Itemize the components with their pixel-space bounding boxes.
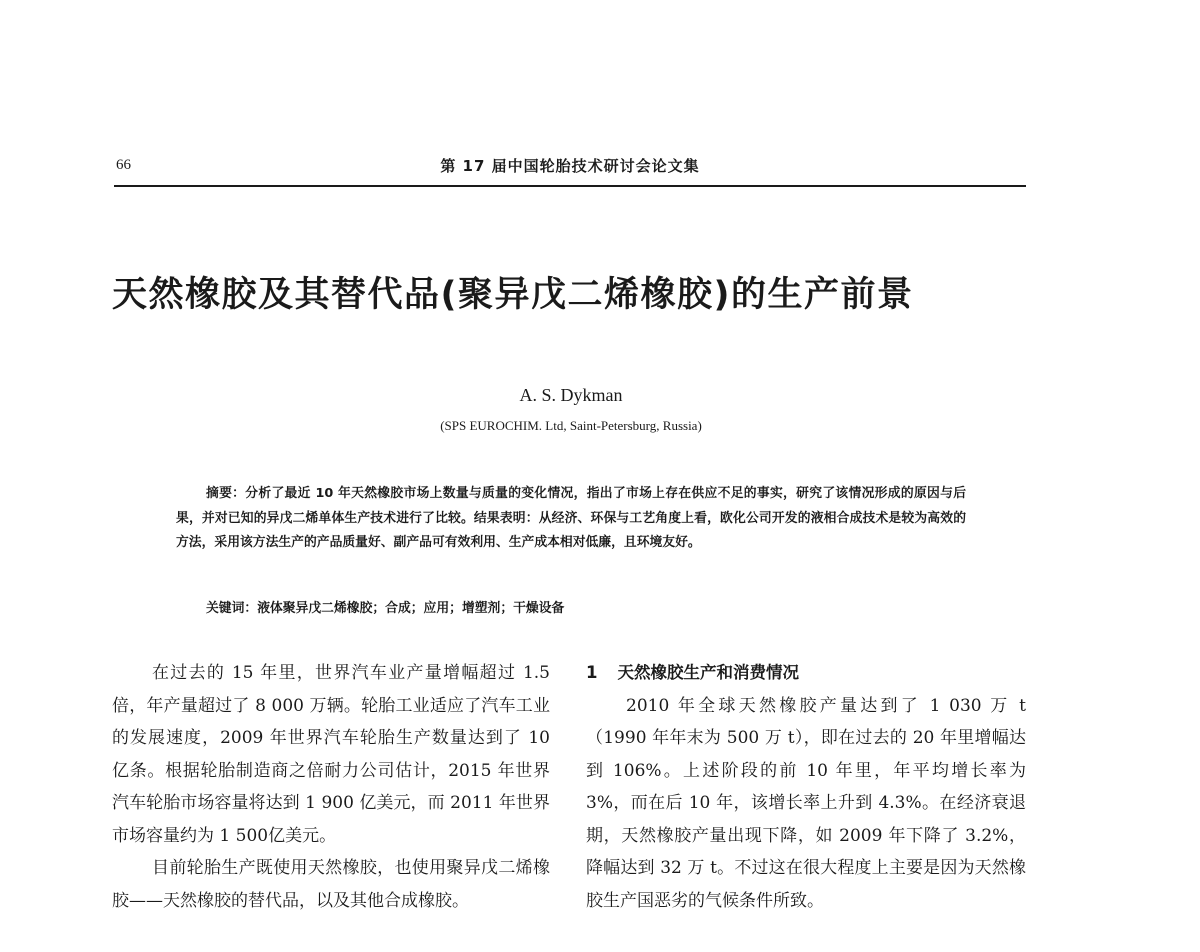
article-title: 天然橡胶及其替代品(聚异戊二烯橡胶)的生产前景 xyxy=(112,275,914,315)
page-number: 66 xyxy=(116,157,131,173)
keywords-label: 关键词： xyxy=(206,601,258,616)
affiliation: (SPS EUROCHIM. Ltd, Saint-Petersburg, Russia) xyxy=(440,418,702,433)
author: A. S. Dykman xyxy=(519,385,623,405)
abstract-label: 摘要： xyxy=(206,486,246,501)
keywords xyxy=(206,597,564,616)
body-paragraph: 目前轮胎生产既使用天然橡胶，也使用聚异戊二烯橡胶——天然橡胶的替代品，以及其他合成橡胶。 xyxy=(112,858,550,911)
section-heading xyxy=(586,657,1026,690)
keywords-text: 液体聚异戊二烯橡胶；合成；应用；增塑剂；干燥设备 xyxy=(257,601,565,616)
section-title: 天然橡胶生产和消费情况 xyxy=(617,663,799,682)
header-rule xyxy=(114,185,1026,187)
body-paragraph: 2010 年全球天然橡胶产量达到了 1 030 万 t（1990 年年末为 500 万 t），即在过去的 20 年里增幅达到 106%。上述阶段的前 10 年里，年平均增长率为 3%，而在后 10 年，该增长率上升到 4.3%。在经济衰退期，天然橡胶产量出现下降，如 2009 年下降了 3.2%，降幅达到 32 万 t。不过这在很大程度上主要是因为天然橡胶生产国恶劣的气候条件所致。 xyxy=(586,695,1026,911)
section-number: 1 xyxy=(586,663,598,682)
body-right-column xyxy=(586,657,1026,917)
abstract-text: 分析了最近 10 年天然橡胶市场上数量与质量的变化情况，指出了市场上存在供应不足的事实，研究了该情况形成的原因与后果，并对已知的异戊二烯单体生产技术进行了比较。结果表明：从经济、环保与工艺角度上看，欧化公司开发的液相合成技术是较为高效的方法，采用该方法生产的产品质量好、副产品可有效利用、生产成本相对低廉，且环境友好。 xyxy=(176,486,967,550)
body-paragraph: 在过去的 15 年里，世界汽车业产量增幅超过 1.5 倍，年产量超过了 8 000 万辆。轮胎工业适应了汽车工业的发展速度，2009 年世界汽车轮胎生产数量达到了 10 亿条。根据轮胎制造商之倍耐力公司估计，2015 年世界汽车轮胎市场容量将达到 1 900 亿美元，而 2011 年世界市场容量约为 1 500亿美元。 xyxy=(112,663,550,846)
abstract xyxy=(176,482,966,556)
body-left-column xyxy=(112,657,550,917)
running-header: 第 17 届中国轮胎技术研讨会论文集 xyxy=(440,157,700,175)
